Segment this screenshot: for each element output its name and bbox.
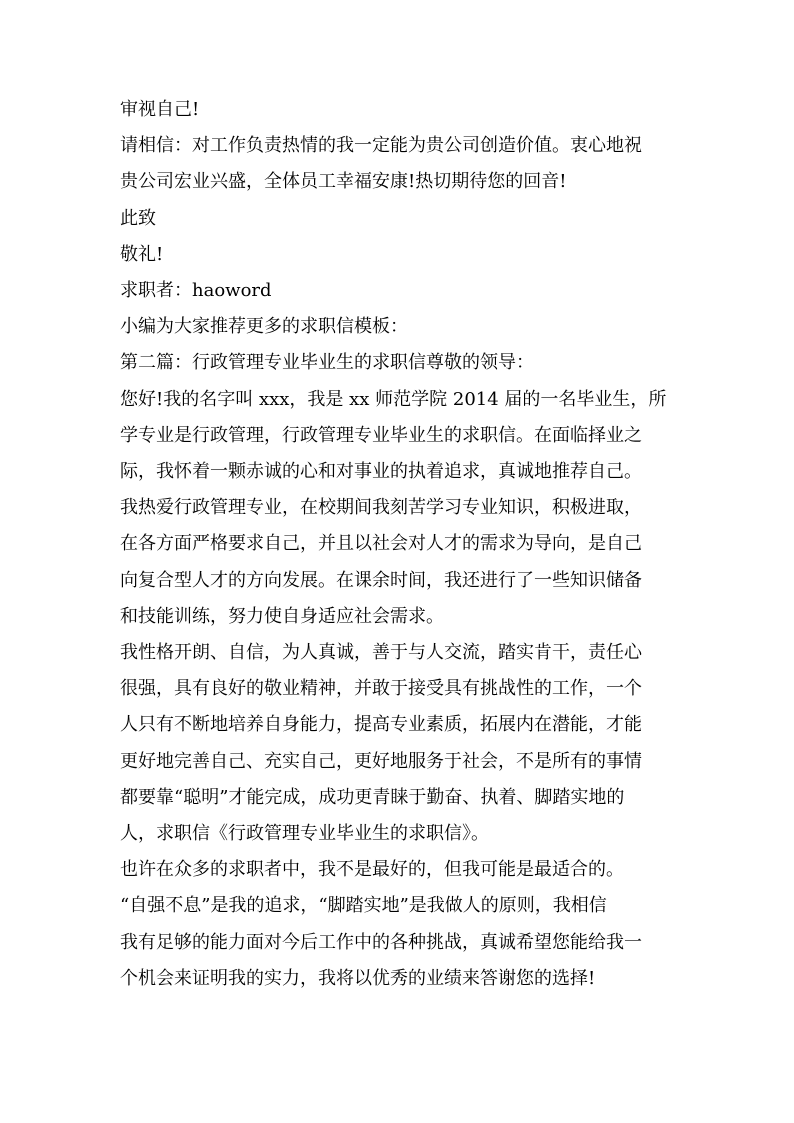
letter-body [120,92,680,997]
text-line: 此致 [120,207,156,229]
text-line: 敬礼! [120,243,164,265]
text-line: 更好地完善自己、充实自己，更好地服务于社会，不是所有的事情 [120,750,642,772]
text-line: 我性格开朗、自信，为人真诚，善于与人交流，踏实肯干，责任心 [120,642,642,664]
text-line: 际，我怀着一颗赤诚的心和对事业的执着追求，真诚地推荐自己。 [120,461,642,483]
text-line: 很强，具有良好的敬业精神，并敢于接受具有挑战性的工作，一个 [120,678,642,700]
text-line: 我有足够的能力面对今后工作中的各种挑战，真诚希望您能给我一 [120,931,642,953]
text-line: 也许在众多的求职者中，我不是最好的，但我可能是最适合的。 [120,859,624,881]
applicant-signature-line: 求职者：haoword [120,280,272,302]
text-line: 请相信：对工作负责热情的我一定能为贵公司创造价值。衷心地祝 [120,135,642,157]
text-line: “自强不息”是我的追求，“脚踏实地”是我做人的原则，我相信 [120,895,607,917]
text-line: 个机会来证明我的实力，我将以优秀的业绩来答谢您的选择! [120,967,596,989]
text-line: 和技能训练，努力使自身适应社会需求。 [120,605,444,627]
text-line: 在各方面严格要求自己，并且以社会对人才的需求为导向，是自己 [120,533,642,555]
section-heading: 第二篇：行政管理专业毕业生的求职信尊敬的领导： [120,352,534,374]
text-line: 贵公司宏业兴盛，全体员工幸福安康!热切期待您的回音! [120,171,567,193]
text-line: 学专业是行政管理，行政管理专业毕业生的求职信。在面临择业之 [120,424,642,446]
text-line: 人，求职信《行政管理专业毕业生的求职信》。 [120,823,489,845]
text-line: 审视自己! [120,99,200,120]
text-line: 您好!我的名字叫 xxx，我是 xx 师范学院 2014 届的一名毕业生，所 [120,388,667,410]
text-line: 小编为大家推荐更多的求职信模板： [120,316,408,338]
text-line: 我热爱行政管理专业，在校期间我刻苦学习专业知识，积极进取， [120,497,642,519]
text-line: 人只有不断地培养自身能力，提高专业素质，拓展内在潜能，才能 [120,714,642,736]
text-line: 都要靠“聪明”才能完成，成功更青睐于勤奋、执着、脚踏实地的 [120,786,625,808]
text-line: 向复合型人才的方向发展。在课余时间，我还进行了一些知识储备 [120,569,642,591]
